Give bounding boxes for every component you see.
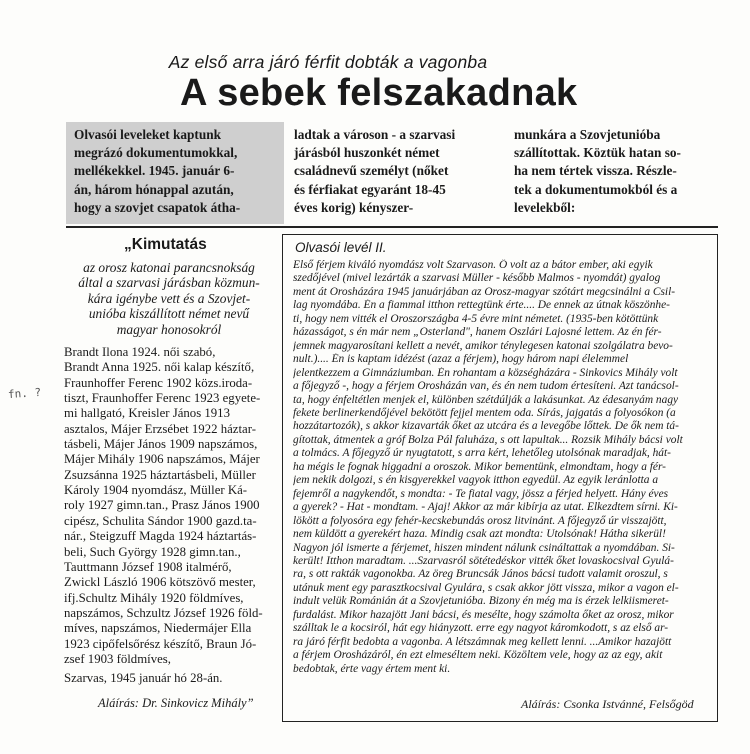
list-line: beli, Such György 1928 gimn.tan., bbox=[64, 544, 241, 559]
list-line: tiszt, Fraunhoffer Ferenc 1923 egyete- bbox=[64, 391, 261, 406]
letter-line: szálltak le a kocsiról, hát egy hiányzott. erre egy nagyot káromkodott, s az első ar- bbox=[293, 622, 669, 635]
lead-line: ha nem tértek vissza. Részle- bbox=[514, 163, 677, 179]
lead-line: tek a dokumentumokból és a bbox=[514, 181, 678, 197]
list-line: Brandt Anna 1925. női kalap készítő, bbox=[64, 360, 255, 375]
lead-line: szállítottak. Köztük hatan so- bbox=[514, 145, 681, 161]
kimutatas-title: „Kimutatás bbox=[124, 236, 207, 253]
list-line: asztalos, Májer Erzsébet 1922 háztar- bbox=[64, 421, 256, 436]
letter-line: utánuk ment egy parasztkocsival Gyulára, s csak akkor jött vissza, mikor a vagon el- bbox=[293, 581, 679, 594]
kimutatas-subtitle bbox=[64, 260, 274, 337]
list-line: ifj.Schultz Mihály 1920 földmíves, bbox=[64, 590, 244, 605]
lead-line: án, három hónappal azután, bbox=[74, 181, 234, 197]
section-divider bbox=[66, 226, 718, 228]
letter-line: ment át Orosházára 1945 januárjában az Orosz-magyar szótárt megcsinálni a Csil- bbox=[293, 285, 676, 298]
letter-line: ra, s ott rakták vagonokba. Az öreg Bruncsák János bácsi tudott valamit oroszul, s bbox=[293, 568, 668, 581]
subtitle-line: unióba kiszállított német nevű bbox=[88, 306, 250, 322]
subtitle-line: által a szarvasi járásban közmun- bbox=[78, 275, 260, 291]
list-line: Károly 1904 nyomdász, Müller Ká- bbox=[64, 483, 248, 498]
lead-line: családnevű személyt (nőket bbox=[294, 163, 449, 179]
list-line: 1923 cipőfelsőrész készítő, Braun Jó- bbox=[64, 636, 257, 651]
letter-line: ha mégis le fognak higgadni a oroszok. Mikor bementünk, elmondtam, hogy a fér- bbox=[293, 460, 666, 473]
list-line: nár., Steigzuff Magda 1924 háztartás- bbox=[64, 529, 257, 544]
lead-line: megrázó dokumentumokkal, bbox=[74, 145, 238, 161]
letter-line: a tolmács. A főjegyző úr nyugtatott, s arra kért, lehetőleg utolsónak maradjak, hát- bbox=[293, 447, 671, 460]
list-line: Brandt Ilona 1924. női szabó, bbox=[64, 345, 216, 360]
letter-line: bedobtak, érte vagy értem ment ki. bbox=[293, 662, 451, 675]
letter-signature: Aláírás: Csonka Istvánné, Felsőgöd bbox=[521, 697, 694, 711]
lead-column-3 bbox=[514, 126, 720, 217]
letter-line: furdalást. Mikor hazajött Jani bácsi, és mesélte, hogy számolta őket az orosz, mikor bbox=[293, 608, 674, 621]
kicker-subtitle: Az első arra járó férfit dobták a vagonba bbox=[168, 52, 488, 72]
kimutatas-name-list bbox=[64, 345, 278, 667]
list-line: Fraunhoffer Ferenc 1902 közs.iroda- bbox=[64, 375, 253, 390]
lead-line: ladtak a városon - a szarvasi bbox=[294, 127, 456, 142]
list-line: cipész, Schulita Sándor 1900 gazd.ta- bbox=[64, 513, 257, 528]
letter-line: jem nekik dolgozi, s én kisgyerekkel vagyok itthon egyedül. Az egyik leránlotta a bbox=[293, 474, 659, 487]
lead-line: járásból huszonkét német bbox=[294, 145, 440, 161]
letter-line: fekete berlinerkendőjével bekötött fejjel mentem oda. Sírás, jajgatás a folyosókon (a bbox=[293, 406, 676, 419]
letter-line: ra járó férfit bedobta a vagonba. A létszámnak meg kellett lenni. ...Amikor hazajött bbox=[293, 635, 672, 648]
letter-body bbox=[293, 259, 707, 676]
lead-line: munkára a Szovjetunióba bbox=[514, 127, 661, 142]
letter-line: került! Itthon maradtam. ...Szarvasról sötétedéskor vitték őket lovaskocsival Gyulá- bbox=[293, 554, 674, 567]
lead-column-1 bbox=[74, 126, 278, 217]
subtitle-line: magyar honosokról bbox=[116, 321, 222, 337]
list-line: Tauttmann József 1908 italmérő, bbox=[64, 559, 232, 574]
letter-line: nult.).... Én is kaptam idézést (azaz a férjem), hogy három napi élelemmel bbox=[293, 353, 629, 366]
headline: A sebek felszakadnak bbox=[180, 72, 578, 114]
subtitle-line: kára igénybe vett és a Szovjet- bbox=[87, 290, 251, 306]
kimutatas-date: Szarvas, 1945 január hó 28-án. bbox=[64, 671, 223, 686]
lead-line: és férfiakat egyaránt 18-45 bbox=[294, 181, 446, 197]
letter-line: lökött a folyosóra egy fehér-kecskebundás orosz litvinánt. A főjegyző úr visszajött, bbox=[293, 514, 667, 527]
letter-line: ti, hogy nem vitték el Oroszországba 4-5 évre mint németet. (1935-ben kötöttünk bbox=[293, 312, 659, 325]
letter-title: Olvasói levél II. bbox=[295, 240, 387, 255]
subtitle-line: az orosz katonai parancsnokság bbox=[83, 260, 255, 275]
lead-line: hogy a szovjet csapatok átha- bbox=[74, 199, 241, 215]
list-line: míves, napszámos, Niedermájer Ella bbox=[64, 621, 252, 636]
lead-line: levelekből: bbox=[514, 199, 576, 215]
letter-line: Első férjem kiváló nyomdász volt Szarvason. Ő volt az a bátor ember, aki egyik bbox=[293, 259, 653, 271]
letter-line: szedőjével (mivel lezárták a szarvasi Müller - később Malmos - nyomdát) gyalog bbox=[293, 272, 661, 285]
lead-line: Olvasói leveleket kaptunk bbox=[74, 127, 222, 142]
kimutatas-signature: Aláírás: Dr. Sinkovicz Mihály” bbox=[98, 696, 254, 711]
letter-line: jelentkezzem a Gimnáziumban. Én rohantam a községházára - Sinkovics Mihály volt bbox=[293, 366, 678, 379]
list-line: tásbeli, Májer János 1909 napszámos, bbox=[64, 437, 258, 452]
list-line: Májer Mihály 1906 napszámos, Májer bbox=[64, 452, 260, 467]
letter-line: házasságot, s én már nem „Osterland", hanem Oszlári Lajosné lettem. Az én fér- bbox=[293, 326, 662, 339]
handwritten-margin-note: fn. ? bbox=[7, 385, 42, 402]
letter-line: indult velük Románián át a Szovjetunióba. Bizony én még ma is érzek lelkiismeret- bbox=[293, 595, 669, 608]
kimutatas-column bbox=[64, 232, 278, 711]
lead-column-2 bbox=[294, 126, 502, 217]
lead-paragraph bbox=[66, 122, 718, 224]
letter-line: a gyerek? - Hat - mondtam. - Ajaj! Akkor az már kibírja az utat. Elkezdtem sírni. Ki- bbox=[293, 501, 678, 514]
list-line: Zwickl László 1906 kötszövő mester, bbox=[64, 575, 256, 590]
list-line: napszámos, Schzultz József 1926 föld- bbox=[64, 605, 263, 620]
letter-line: ta, hogy énfeltétlen menjek el, különben szétdúlják a lakásunkat. Az édesanyám nagy bbox=[293, 393, 679, 406]
lead-line: éves korig) kényszer- bbox=[294, 199, 414, 215]
letter-line: lag nyomdába. Én a fiammal itthon rettegtünk érte.... De ennek az útnak köszönhe- bbox=[293, 299, 670, 312]
letter-line: fejemről a nagykendőt, s mondta: - Te fiatal vagy, jössz a férjed helyett. Hány éves bbox=[293, 487, 669, 500]
list-line: zsef 1903 földmíves, bbox=[64, 651, 171, 666]
letter-line: Nagyon jól ismerte a férjemet, hiszen mindent nálunk csináltattak a nyomdában. Si- bbox=[293, 541, 675, 554]
reader-letter-box bbox=[282, 234, 718, 722]
letter-line: a főjegyző -, hogy a férjem Orosházán van, és én nem tudom értesíteni. Azt tanácsol- bbox=[293, 380, 679, 393]
letter-line: jemnek magyarosítani kellett a nevét, amikor ténylegesen katonai szolgálatra bevo- bbox=[293, 339, 673, 352]
lead-line: mellékekkel. 1945. január 6- bbox=[74, 163, 235, 179]
letter-line: a férjem Orosházáról, én ezt elmeséltem neki. Közöltem vele, hogy az az egy, akit bbox=[293, 649, 663, 662]
list-line: Zsuzsánna 1925 háztartásbeli, Müller bbox=[64, 467, 256, 482]
letter-line: gítottak, átmentek a gróf Bolza Pál faluháza, s ott lapultak... Rozsik Mihály bácsi volt bbox=[293, 433, 683, 446]
letter-line: nem küldött a gyerekért haza. Mindig csak azt mondta: Utolsónak! Hátha sikerül! bbox=[293, 528, 666, 541]
list-line: roly 1927 gimn.tan., Prasz János 1900 bbox=[64, 498, 260, 513]
letter-line: hozzátartozók), s akkor kizavarták őket az utcára és a levegőbe lőttek. De ők nem tá- bbox=[293, 420, 679, 433]
list-line: mi hallgató, Kreisler János 1913 bbox=[64, 406, 230, 421]
